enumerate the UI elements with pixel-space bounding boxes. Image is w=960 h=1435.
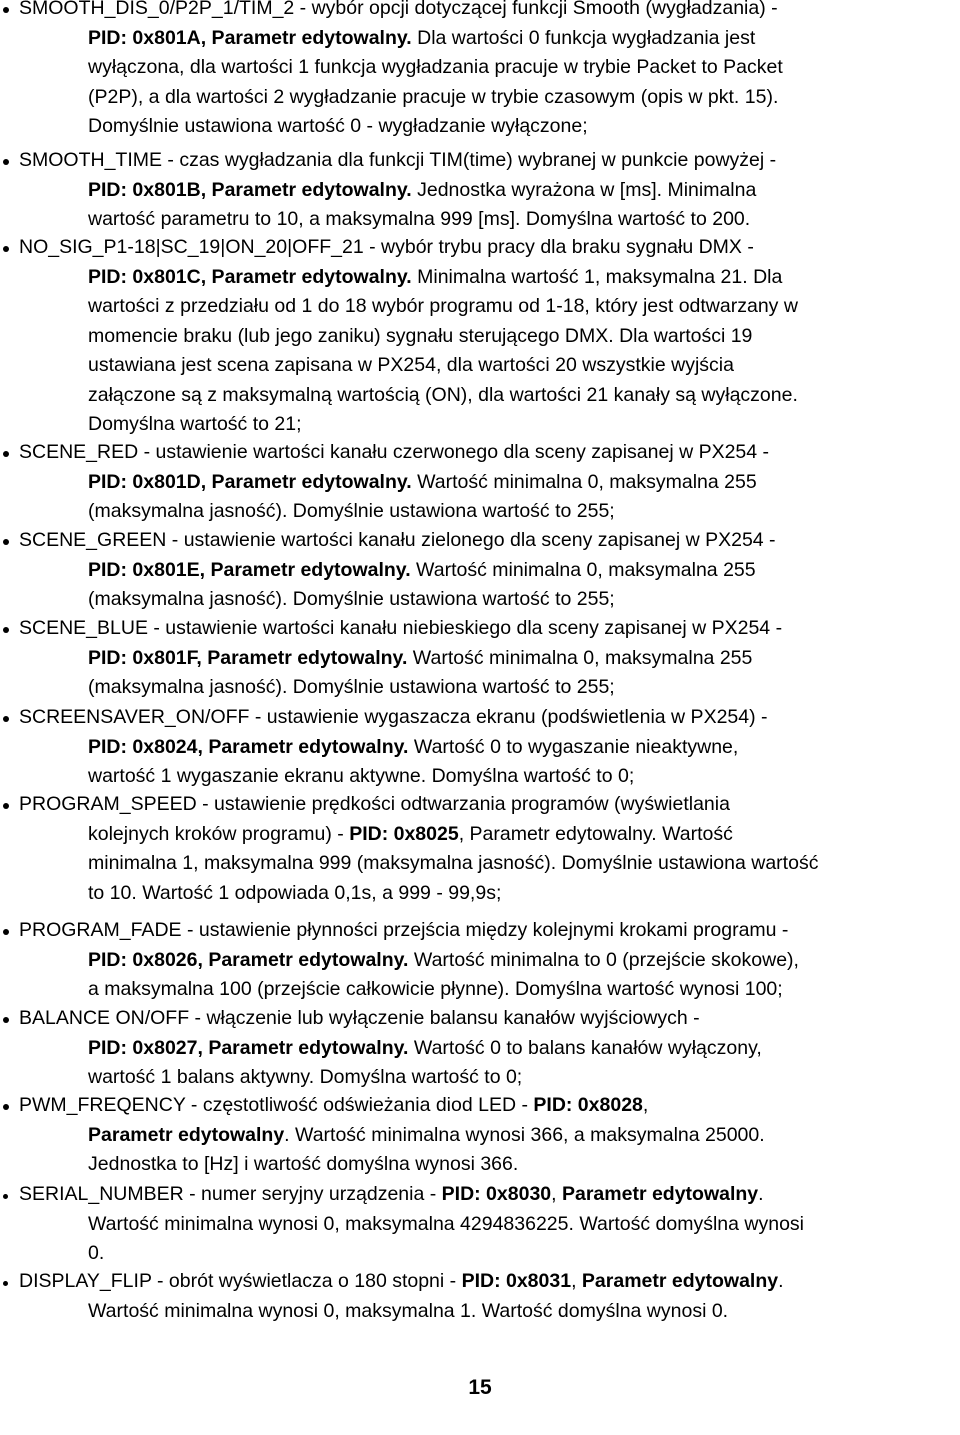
text-line [0,438,960,468]
bold-text: PID: 0x8024, Parametr edytowalny. [88,735,409,758]
list-item [0,1091,960,1180]
list-item [0,1267,960,1326]
text-run: SCENE_BLUE - ustawienie wartości kanału niebieskiego dla sceny zapisanej w PX254 - [19,617,783,639]
text-run: SMOOTH_DIS_0/P2P_1/TIM_2 - wybór opcji dotyczącej funkcji Smooth (wygładzania) - [19,0,778,19]
text-run: Dla wartości 0 funkcja wygładzania jest [411,26,756,49]
text-line [0,879,960,909]
list-item [0,146,960,235]
text-line [0,1121,960,1151]
text-run: wartość 1 wygaszanie ekranu aktywne. Domyślna wartość to 0; [88,765,635,787]
bold-text: PID: 0x801F, Parametr edytowalny. [88,646,408,669]
text-line [0,381,960,411]
text-line [0,1091,960,1121]
text-run: momencie braku (lub jego zaniku) sygnału sterującego DMX. Dla wartości 19 [88,324,753,347]
bold-text: Parametr edytowalny [581,1270,779,1292]
text-run: 0. [88,1242,105,1264]
text-run: . [758,1183,764,1205]
text-line [0,526,960,556]
list-item [0,0,960,142]
text-run: SMOOTH_TIME - czas wygładzania dla funkcji TIM(time) wybranej w punkcie powyżej - [19,149,777,171]
bold-text: PID: 0x801B, Parametr edytowalny. [88,178,412,201]
text-line [0,205,960,235]
bold-text: PID: 0x8028 [533,1094,643,1116]
bullet-icon [3,246,9,252]
page-number: 15 [468,1376,492,1399]
text-run: PWM_FREQENCY - częstotliwość odświeżania diod LED - [19,1094,534,1116]
text-run: BALANCE ON/OFF - włączenie lub wyłączenie balansu kanałów wyjściowych - [19,1007,700,1029]
text-run: Jednostka to [Hz] i wartość domyślna wynosi 366. [88,1153,519,1175]
bullet-icon [3,1281,8,1286]
text-line [0,292,960,322]
text-run: PROGRAM_SPEED - ustawienie prędkości odtwarzania programów (wyświetlania [19,793,730,815]
text-line [0,916,960,946]
text-run: . [778,1270,784,1292]
bullet-icon [3,716,9,722]
bold-text: PID: 0x801D, Parametr edytowalny. [88,470,412,493]
text-line [0,733,960,763]
text-run: , [571,1270,582,1292]
list-item [0,438,960,527]
text-run: , Parametr edytowalny. Wartość [458,822,733,845]
text-line [0,1297,960,1327]
bullet-icon [3,1194,8,1199]
list-item [0,790,960,908]
text-line [0,762,960,792]
text-run: Minimalna wartość 1, maksymalna 21. Dla [411,265,783,288]
text-run: Wartość 0 to balans kanałów wyłączony, [408,1036,762,1059]
text-line [0,468,960,498]
list-item [0,703,960,792]
bold-text: PID: 0x8030 [441,1183,552,1205]
text-line [0,497,960,527]
text-run: wartość 1 balans aktywny. Domyślna wartość to 0; [88,1066,523,1088]
text-line [0,849,960,879]
text-run: PROGRAM_FADE - ustawienie płynności przejścia między kolejnymi krokami programu - [19,919,789,941]
text-line [0,1267,960,1297]
bullet-icon [3,539,9,545]
text-run: , [551,1183,562,1205]
text-run: a maksymalna 100 (przejście całkowicie płynne). Domyślna wartość wynosi 100; [88,978,783,1000]
text-line [0,351,960,381]
text-run: Wartość minimalna 0, maksymalna 255 [410,558,756,581]
text-run: załączone są z maksymalną wartością (ON), dla wartości 21 kanały są wyłączone. [88,383,798,406]
bold-text: PID: 0x8026, Parametr edytowalny. [88,948,409,971]
text-line [0,1210,960,1240]
text-run: , [642,1094,649,1116]
text-run: wyłączona, dla wartości 1 funkcja wygładzania pracuje w trybie Packet to Packet [88,56,783,78]
text-line [0,1239,960,1269]
bold-text: PID: 0x8025 [349,822,459,845]
text-line [0,176,960,206]
text-run: Wartość 0 to wygaszanie nieaktywne, [408,735,739,758]
text-line [0,614,960,644]
text-line [0,0,960,24]
text-run: Domyślna wartość to 21; [88,413,302,435]
list-item [0,916,960,1005]
bold-text: Parametr edytowalny [88,1123,285,1146]
text-line [0,820,960,850]
text-run: minimalna 1, maksymalna 999 (maksymalna jasność). Domyślnie ustawiona wartość [88,852,819,874]
text-run: Wartość minimalna wynosi 0, maksymalna 4294836225. Wartość domyślna wynosi [88,1212,805,1235]
text-run: SCENE_GREEN - ustawienie wartości kanału zielonego dla sceny zapisanej w PX254 - [19,529,776,551]
text-line [0,263,960,293]
text-run: (maksymalna jasność). Domyślnie ustawiona wartość to 255; [88,588,615,610]
bullet-icon [3,627,9,633]
text-line [0,53,960,83]
bold-text: PID: 0x8027, Parametr edytowalny. [88,1036,409,1059]
text-line [0,975,960,1005]
text-line [0,556,960,586]
text-line [0,24,960,54]
list-item [0,1004,960,1093]
text-line [0,790,960,820]
text-line [0,112,960,142]
list-item [0,1180,960,1269]
text-run: wartość parametru to 10, a maksymalna 999 [ms]. Domyślna wartość to 200. [88,208,751,230]
text-run: ustawiana jest scena zapisana w PX254, dla wartości 20 wszystkie wyjścia [88,354,734,376]
bold-text: PID: 0x801A, Parametr edytowalny. [88,26,412,49]
bold-text: PID: 0x801C, Parametr edytowalny. [88,265,412,288]
text-line [0,1150,960,1180]
text-line [0,1034,960,1064]
text-run: kolejnych kroków programu) - [88,822,350,845]
text-line [0,410,960,440]
bold-text: Parametr edytowalny [561,1183,759,1205]
bullet-icon [3,803,9,809]
text-run: DISPLAY_FLIP - obrót wyświetlacza o 180 stopni - [19,1270,462,1292]
text-line [0,1180,960,1210]
bullet-icon [3,451,9,457]
text-run: . Wartość minimalna wynosi 366, a maksymalna 25000. [284,1123,765,1146]
text-run: Wartość minimalna wynosi 0, maksymalna 1. Wartość domyślna wynosi 0. [88,1299,729,1322]
text-line [0,83,960,113]
text-line [0,673,960,703]
text-line [0,146,960,176]
list-item [0,614,960,703]
bold-text: PID: 0x801E, Parametr edytowalny. [88,558,411,581]
text-run: Wartość minimalna to 0 (przejście skokowe), [408,948,799,971]
text-run: SCENE_RED - ustawienie wartości kanału czerwonego dla sceny zapisanej w PX254 - [19,441,770,463]
text-run: Wartość minimalna 0, maksymalna 255 [407,646,753,669]
text-run: to 10. Wartość 1 odpowiada 0,1s, a 999 - 99,9s; [88,881,502,904]
text-run: SERIAL_NUMBER - numer seryjny urządzenia - [19,1183,442,1205]
list-item [0,526,960,615]
text-run: (maksymalna jasność). Domyślnie ustawiona wartość to 255; [88,676,615,698]
text-run: Wartość minimalna 0, maksymalna 255 [411,470,757,493]
text-line [0,233,960,263]
bullet-icon [3,7,9,13]
bullet-icon [3,159,9,165]
text-run: Domyślnie ustawiona wartość 0 - wygładzanie wyłączone; [88,115,588,137]
text-line [0,1004,960,1034]
text-run: Jednostka wyrażona w [ms]. Minimalna [411,178,757,201]
bullet-icon [3,1104,9,1110]
list-item [0,233,960,440]
text-line [0,322,960,352]
text-line [0,703,960,733]
text-run: wartości z przedziału od 1 do 18 wybór programu od 1-18, który jest odtwarzany w [88,295,798,317]
text-line [0,946,960,976]
text-run: (maksymalna jasność). Domyślnie ustawiona wartość to 255; [88,500,615,522]
text-line [0,644,960,674]
bullet-icon [3,1017,9,1023]
text-line [0,585,960,615]
text-run: NO_SIG_P1-18|SC_19|ON_20|OFF_21 - wybór trybu pracy dla braku sygnału DMX - [19,236,754,258]
text-line [0,1063,960,1093]
text-run: SCREENSAVER_ON/OFF - ustawienie wygaszacza ekranu (podświetlenia w PX254) - [19,706,768,728]
bullet-icon [3,929,9,935]
bold-text: PID: 0x8031 [461,1270,572,1292]
text-run: (P2P), a dla wartości 2 wygładzanie pracuje w trybie czasowym (opis w pkt. 15). [88,85,779,108]
